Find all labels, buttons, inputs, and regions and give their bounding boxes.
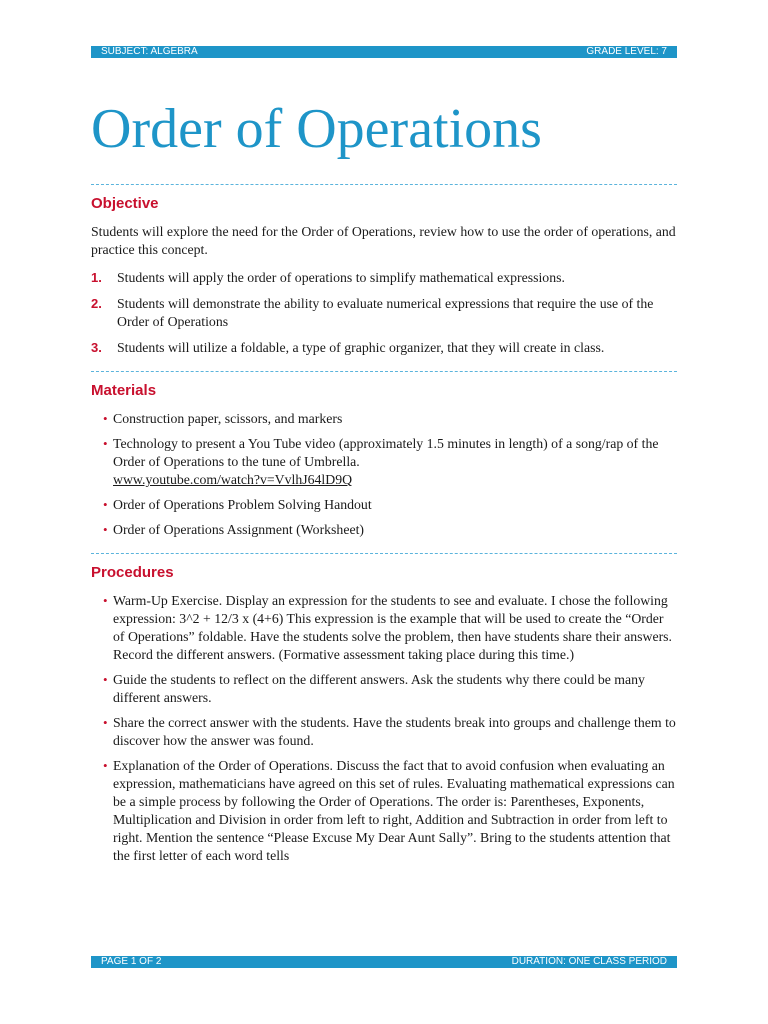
bullet-icon: • (103, 715, 108, 730)
item-number: 1. (91, 270, 102, 285)
youtube-link[interactable]: www.youtube.com/watch?v=VvlhJ64lD9Q (113, 472, 353, 487)
item-text: Technology to present a You Tube video (approximately 1.5 minutes in length) of a song/rap of the Order of Operations to the tune of Umbrella. (113, 436, 659, 469)
item-text: Students will demonstrate the ability to evaluate numerical expressions that require the use of the Order of Operations (117, 296, 654, 329)
procedures-heading: Procedures (91, 564, 174, 581)
item-text: Warm-Up Exercise. Display an expression for the students to see and evaluate. I chose the following expression: 3^2 + 12/3 x (4+6) This expression is the example that will be used to create the “Order of Operations” foldable. Have the students solve the problem, then have students share their answers. Record the different answers. (Formative assessment taking place during this time.) (113, 593, 672, 662)
list-item (91, 410, 677, 428)
page-title: Order of Operations (91, 98, 542, 160)
bullet-icon: • (103, 411, 108, 426)
list-item (91, 671, 677, 707)
objective-list (91, 269, 677, 357)
materials-section (91, 371, 677, 539)
footer-bar (91, 956, 677, 968)
duration-label: DURATION: ONE CLASS PERIOD (511, 956, 667, 967)
list-item (91, 435, 677, 489)
objective-section (91, 184, 677, 357)
grade-level-label: GRADE LEVEL: 7 (586, 46, 667, 57)
item-text: Order of Operations Assignment (Worksheet) (113, 522, 365, 537)
item-number: 2. (91, 296, 102, 311)
list-item (91, 757, 677, 865)
list-item (91, 714, 677, 750)
list-item (91, 521, 677, 539)
item-text: Students will utilize a foldable, a type of graphic organizer, that they will create in class. (117, 340, 605, 355)
objective-item (91, 339, 677, 357)
bullet-icon: • (103, 497, 108, 512)
item-text: Guide the students to reflect on the different answers. Ask the students why there could be many different answers. (113, 672, 645, 705)
bullet-icon: • (103, 436, 108, 451)
bullet-icon: • (103, 593, 108, 608)
page-number: PAGE 1 OF 2 (101, 956, 162, 967)
subject-label: SUBJECT: ALGEBRA (101, 46, 198, 57)
item-text: Construction paper, scissors, and markers (113, 411, 343, 426)
lesson-content (91, 184, 677, 879)
header-bar (91, 46, 677, 58)
objective-item (91, 269, 677, 287)
materials-list (91, 410, 677, 539)
item-text: Students will apply the order of operations to simplify mathematical expressions. (117, 270, 565, 285)
item-text: Share the correct answer with the students. Have the students break into groups and challenge them to discover how the answer was found. (113, 715, 676, 748)
procedures-section (91, 553, 677, 865)
item-text: Explanation of the Order of Operations. Discuss the fact that to avoid confusion when evaluating an expression, mathematicians have agreed on this set of rules. Evaluating mathematical expressions can be a simple process by following the Order of Operations. The order is: Parentheses, Exponents, Multiplication and Division in order from left to right, Addition and Subtraction in order from left to right. Mention the sentence “Please Excuse My Dear Aunt Sally”. Bring to the students attention that the first letter of each word tells (113, 758, 675, 863)
procedures-list (91, 592, 677, 865)
objective-item (91, 295, 677, 331)
list-item (91, 592, 677, 664)
list-item (91, 496, 677, 514)
bullet-icon: • (103, 522, 108, 537)
bullet-icon: • (103, 758, 108, 773)
objective-heading: Objective (91, 195, 159, 212)
bullet-icon: • (103, 672, 108, 687)
item-text: Order of Operations Problem Solving Handout (113, 497, 372, 512)
materials-heading: Materials (91, 382, 157, 399)
objective-intro: Students will explore the need for the Order of Operations, review how to use the order of operations, and practice this concept. (91, 224, 676, 257)
item-number: 3. (91, 340, 102, 355)
